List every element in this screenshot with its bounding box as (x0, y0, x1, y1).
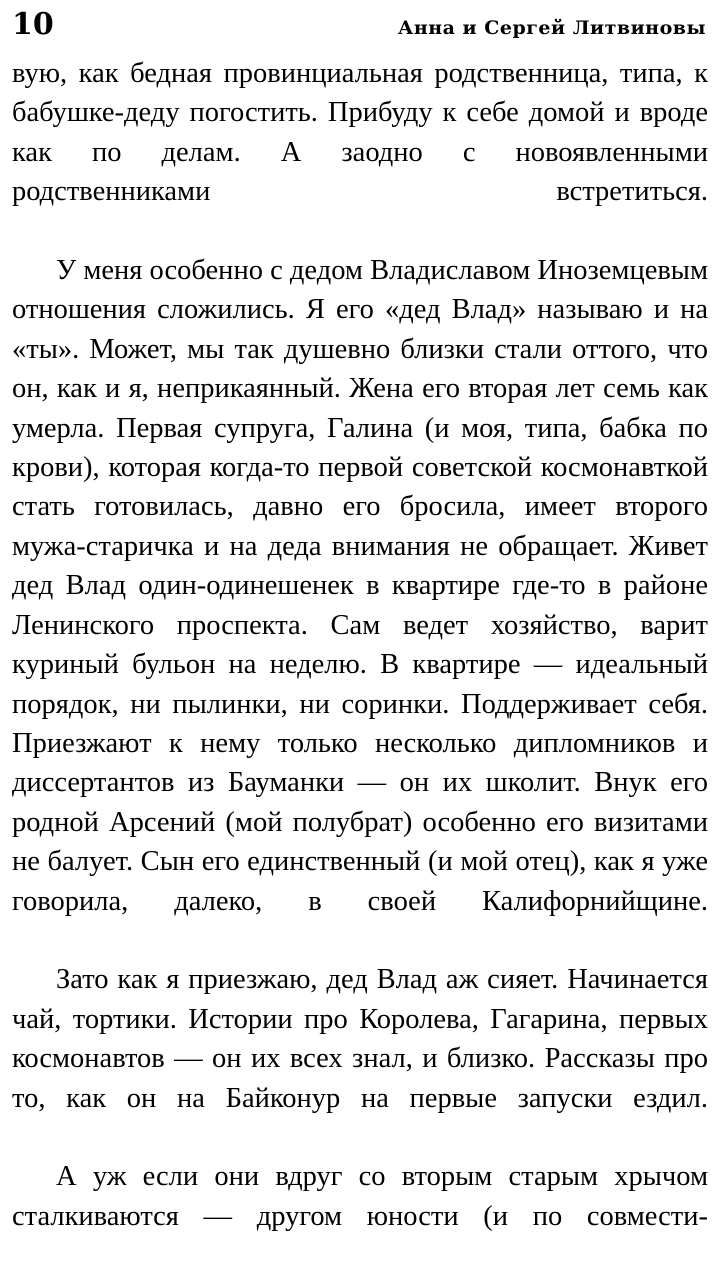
paragraph: вую, как бедная провинциальная родственница, типа, к бабушке-деду погостить. Прибуду к себе домой и вроде как по делам. А заодно с новоявленными родственниками встретиться. (12, 58, 708, 208)
page-body (12, 54, 708, 1276)
page-number: 10 (12, 7, 54, 42)
paragraph: А уж если они вдруг со вторым старым хрычом сталкиваются — другом юности (и по совмести- (12, 1161, 708, 1232)
paragraph: У меня особенно с дедом Владиславом Иноземцевым отношения сложились. Я его «дед Влад» называю и на «ты». Может, мы так душевно близки стали оттого, что он, как и я, неприкаянный. Жена его вторая лет семь как умерла. Первая супруга, Галина (и моя, типа, бабка по крови), которая когда-то первой советской космонавткой стать готовилась, давно его бросила, имеет второго мужа-старичка и на деда внимания не обращает. Живет дед Влад один-одинешенек в квартире где-то в районе Ленинского проспекта. Сам ведет хозяйство, варит куриный бульон на неделю. В квартире — идеальный порядок, ни пылинки, ни соринки. Поддерживает себя. Приезжают к нему только несколько дипломников и диссертантов из Бауманки — он их школит. Внук его родной Арсений (мой полубрат) особенно его визитами не балует. Сын его единственный (и мой отец), как я уже говорила, далеко, в своей Калифорнийщине. (12, 255, 708, 917)
running-title: Анна и Сергей Литвиновы (397, 17, 706, 39)
paragraph: Зато как я приезжаю, дед Влад аж сияет. Начинается чай, тортики. Истории про Королева, Гагарина, первых космонавтов — он их всех знал, и близко. Рассказы про то, как он на Байконур на первые запуски ездил. (12, 964, 708, 1114)
page-header (12, 8, 708, 48)
